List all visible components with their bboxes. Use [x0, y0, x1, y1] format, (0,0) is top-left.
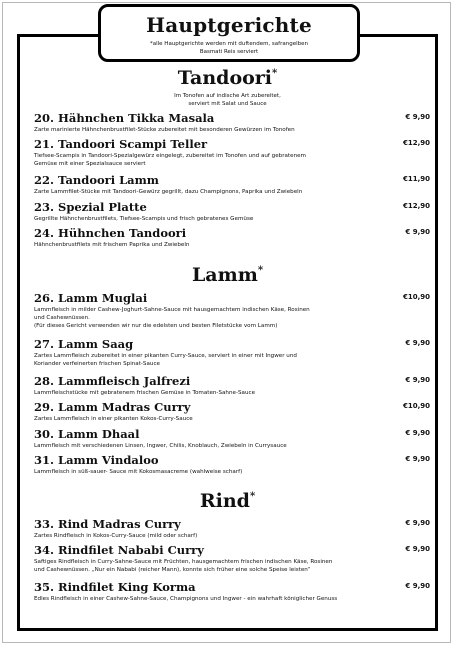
- item-name: 33. Rind Madras Curry: [34, 517, 181, 531]
- section-note-line: Im Tonofen auf indische Art zubereitet,: [174, 93, 281, 99]
- description-line: Zarte marinierte Hähnchenbrustfilet-Stücke zubereitet mit besonderen Gewürzen im Tonofen: [34, 127, 295, 133]
- menu-item: [34, 137, 432, 168]
- item-price: € 9,90: [405, 339, 430, 347]
- menu-item: [34, 111, 432, 134]
- item-price: € 9,90: [405, 519, 430, 527]
- description-line: Zarte Lammfilet-Stücke mit Tandoori-Gewürz gegrillt, dazu Champignons, Paprika und Zwiebeln: [34, 189, 303, 195]
- description-line: und Cashewnüssen.: [34, 315, 90, 321]
- description-line: Gemüse mit einer Spezialsauce serviert: [34, 161, 146, 167]
- section-mark: *: [257, 265, 264, 276]
- menu-item: [34, 226, 432, 249]
- section-title-text: Tandoori: [177, 67, 273, 89]
- item-description: [34, 152, 394, 168]
- section-title-text: Rind: [199, 490, 250, 512]
- item-name: 28. Lammfleisch Jalfrezi: [34, 374, 191, 388]
- menu-item: [34, 374, 432, 397]
- menu-item: [34, 580, 432, 603]
- item-name: 23. Spezial Platte: [34, 200, 147, 214]
- description-line: Lammfleisch mit verschiedenen Linsen, Ingwer, Chilis, Knoblauch, Zwiebeln in Currysauce: [34, 443, 287, 449]
- item-description: [34, 215, 394, 223]
- description-line: Zartes Lammfleisch in einer pikanten Kokos-Curry-Sauce: [34, 416, 193, 422]
- description-line: Gegrillte Hähnchenbrustfilets, Tiefsee-Scampis und frisch gebratenes Gemüse: [34, 216, 254, 222]
- item-description: [34, 442, 394, 450]
- header-note-line: *alle Hauptgerichte werden mit duftendem, safrangelben: [150, 41, 308, 47]
- item-description: [34, 468, 394, 476]
- item-description: [34, 595, 394, 603]
- item-description: [34, 126, 394, 134]
- item-price: €11,90: [402, 175, 430, 183]
- item-price: € 9,90: [405, 455, 430, 463]
- description-line: und Cashewnüssen. „Nur ein Nababi (reicher Mann), konnte sich früher eine solche Speise leisten“: [34, 567, 311, 573]
- item-name: 21. Tandoori Scampi Teller: [34, 137, 208, 151]
- item-description: [34, 241, 394, 249]
- item-name: 26. Lamm Muglai: [34, 291, 148, 305]
- item-price: € 9,90: [405, 582, 430, 590]
- item-price: €12,90: [402, 139, 430, 147]
- item-price: € 9,90: [405, 113, 430, 121]
- description-line: Zartes Rindfleisch in Kokos-Curry-Sauce (mild oder scharf): [34, 533, 198, 539]
- item-name: 24. Hühnchen Tandoori: [34, 226, 187, 240]
- item-name: 20. Hähnchen Tikka Masala: [34, 111, 215, 125]
- item-name: 31. Lamm Vindaloo: [34, 453, 159, 467]
- title-box: [98, 4, 360, 62]
- description-line: Lammfleisch in süß-sauer- Sauce mit Kokosmasacreme (wahlweise scharf): [34, 469, 243, 475]
- item-price: €10,90: [402, 293, 430, 301]
- section-mark: *: [272, 68, 278, 79]
- section-note-tandoori: [0, 92, 455, 108]
- description-line: Koriander verfeinerten frischen Spinat-Sauce: [34, 361, 160, 367]
- header-note: [101, 40, 357, 56]
- section-mark: *: [249, 491, 256, 502]
- item-name: 30. Lamm Dhaal: [34, 427, 140, 441]
- item-price: €12,90: [402, 202, 430, 210]
- description-line: (Für dieses Gericht verwenden wir nur die edelsten und besten Filetstücke vom Lamm): [34, 323, 278, 329]
- section-title-text: Lamm: [191, 264, 258, 286]
- item-description: [34, 188, 394, 196]
- item-price: € 9,90: [405, 429, 430, 437]
- menu-item: [34, 200, 432, 223]
- description-line: Zartes Lammfleisch zubereitet in einer pikanten Curry-Sauce, serviert in einer mit Ingwer und: [34, 353, 297, 359]
- item-price: € 9,90: [405, 376, 430, 384]
- section-title-tandoori: [0, 67, 455, 89]
- menu-item: [34, 400, 432, 423]
- header-note-line: Basmati Reis serviert: [199, 49, 259, 55]
- description-line: Saftiges Rindfleisch in Curry-Sahne-Sauce mit Früchten, hausgemachtem frischen indischen Käse, Rosinen: [34, 559, 333, 565]
- item-description: [34, 415, 394, 423]
- description-line: Tiefsee-Scampis in Tandoori-Spezialgewürz eingelegt, zubereitet im Tonofen und auf gebratenem: [34, 153, 307, 159]
- section-title-lamm: [0, 264, 455, 286]
- description-line: Lammfleischstücke mit gebratenem frischen Gemüse in Tomaten-Sahne-Sauce: [34, 390, 256, 396]
- menu-item: [34, 453, 432, 476]
- item-price: € 9,90: [405, 228, 430, 236]
- menu-item: [34, 427, 432, 450]
- menu-item: [34, 543, 432, 574]
- item-price: €10,90: [402, 402, 430, 410]
- item-name: 35. Rindfilet King Korma: [34, 580, 196, 594]
- section-note-line: serviert mit Salat und Sauce: [188, 101, 267, 107]
- description-line: Hähnchenbrustfilets mit frischem Paprika und Zwiebeln: [34, 242, 190, 248]
- item-description: [34, 352, 394, 368]
- item-name: 29. Lamm Madras Curry: [34, 400, 191, 414]
- item-name: 27. Lamm Saag: [34, 337, 134, 351]
- menu-item: [34, 517, 432, 540]
- menu-item: [34, 337, 432, 368]
- item-description: [34, 389, 394, 397]
- menu-item: [34, 291, 432, 330]
- description-line: Lammfleisch in milder Cashew-Joghurt-Sahne-Sauce mit hausgemachtem indischen Käse, Rosinen: [34, 307, 310, 313]
- item-name: 22. Tandoori Lamm: [34, 173, 159, 187]
- page-title: Hauptgerichte: [146, 13, 312, 37]
- item-description: [34, 558, 394, 574]
- description-line: Edles Rindfleisch in einer Cashew-Sahne-Sauce, Champignons und Ingwer - ein wahrhaft königlicher Genuss: [34, 596, 338, 602]
- item-price: € 9,90: [405, 545, 430, 553]
- item-name: 34. Rindfilet Nababi Curry: [34, 543, 204, 557]
- item-description: [34, 306, 394, 330]
- menu-item: [34, 173, 432, 196]
- item-description: [34, 532, 394, 540]
- section-title-rind: [0, 490, 455, 512]
